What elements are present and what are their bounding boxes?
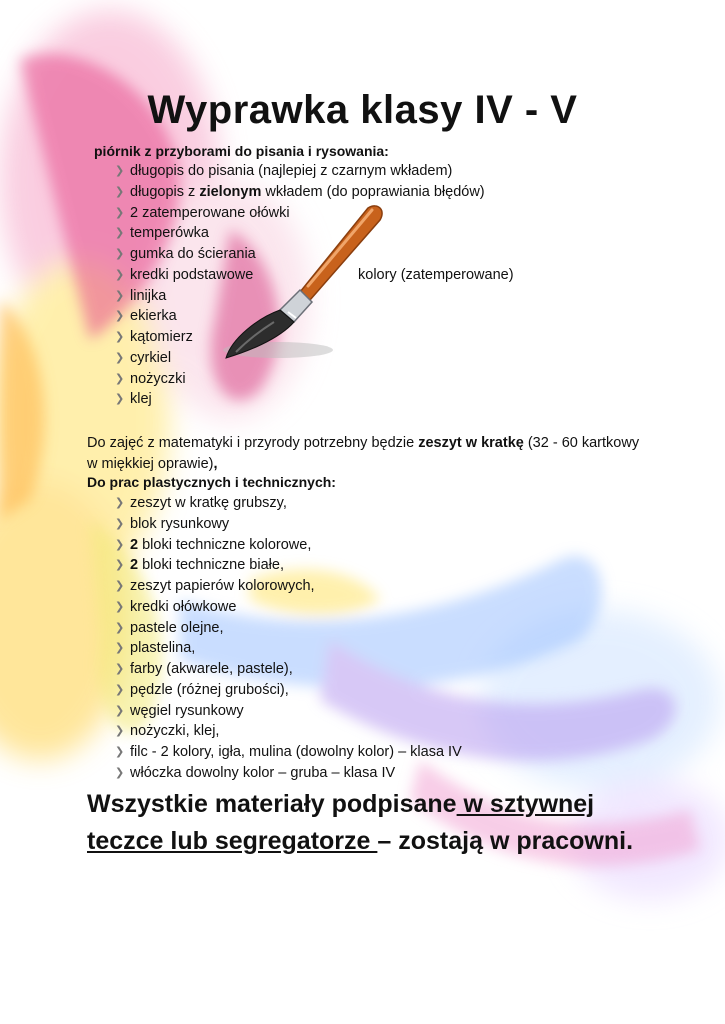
- list-item-text: nożyczki: [130, 370, 186, 387]
- chevron-right-icon: ❯: [115, 372, 125, 385]
- list-item: [115, 161, 485, 182]
- list-item-text: pędzle (różnej grubości),: [130, 681, 289, 698]
- list-item-text: długopis do pisania (najlepiej z czarnym wkładem): [130, 163, 453, 179]
- chevron-right-icon: ❯: [115, 642, 125, 655]
- list-item-text: pastele olejne,: [130, 619, 224, 636]
- footer-note: [87, 786, 647, 860]
- list-item-text: blok rysunkowy: [130, 515, 230, 532]
- chevron-right-icon: ❯: [115, 683, 125, 696]
- chevron-right-icon: ❯: [115, 206, 125, 219]
- footer-text-underlined: w sztywnej teczce lub segregatorze: [87, 790, 595, 855]
- list-item-text: 2: [130, 536, 139, 553]
- chevron-right-icon: ❯: [115, 725, 125, 738]
- list-item-text: ekierka: [130, 308, 177, 325]
- chevron-right-icon: ❯: [115, 600, 125, 613]
- list-item-text: cyrkiel: [130, 349, 172, 366]
- list-item: [115, 721, 462, 742]
- list-item-text: bloki techniczne białe,: [138, 557, 284, 574]
- list-item-text: linijka: [130, 287, 167, 304]
- art-heading: Do prac plastycznych i technicznych:: [87, 474, 336, 490]
- list-item-text: kątomierz: [130, 329, 193, 345]
- list-item-text: bloki techniczne kolorowe,: [138, 536, 312, 553]
- footer-text-1: Wszystkie materiały podpisane: [87, 790, 457, 818]
- chevron-right-icon: ❯: [115, 766, 125, 779]
- footer-text-2: – zostają w pracowni.: [377, 827, 634, 855]
- list-item-text: klej: [130, 391, 152, 408]
- list-item: [115, 742, 462, 763]
- math-text-comma: ,: [213, 455, 218, 472]
- pencil-case-heading: piórnik z przyborami do pisania i rysowania:: [94, 143, 389, 159]
- chevron-right-icon: ❯: [115, 559, 125, 572]
- list-item-text: zeszyt papierów kolorowych,: [130, 578, 315, 594]
- chevron-right-icon: ❯: [115, 248, 125, 260]
- chevron-right-icon: ❯: [115, 621, 125, 634]
- chevron-right-icon: ❯: [115, 289, 125, 302]
- paintbrush-icon: [218, 200, 388, 370]
- chevron-right-icon: ❯: [115, 517, 125, 530]
- list-item: [115, 680, 462, 701]
- math-text-2: (32 - 60 kartkowy w miękkiej oprawie): [87, 435, 640, 472]
- list-item: [115, 535, 462, 556]
- list-item-text: gumka do ścierania: [130, 246, 256, 262]
- list-item-text: filc - 2 kolory, igła, mulina (dowolny kolor) – klasa IV: [130, 744, 462, 760]
- list-item: [115, 659, 462, 680]
- chevron-right-icon: ❯: [115, 538, 125, 551]
- list-item-text: włóczka dowolny kolor – gruba – klasa IV: [130, 764, 396, 781]
- list-item: [115, 493, 462, 514]
- list-item: [115, 763, 462, 784]
- chevron-right-icon: ❯: [115, 351, 125, 364]
- list-item-text: 2: [130, 557, 139, 574]
- list-item: [115, 555, 462, 576]
- list-item-text: węgiel rysunkowy: [130, 702, 244, 719]
- chevron-right-icon: ❯: [115, 331, 125, 343]
- chevron-right-icon: ❯: [115, 393, 125, 406]
- chevron-right-icon: ❯: [115, 704, 125, 717]
- list-item-text: długopis z: [130, 183, 200, 200]
- list-item-text: zielonym: [199, 183, 262, 200]
- math-paragraph: [87, 433, 647, 475]
- list-item: [115, 618, 462, 639]
- list-item: [115, 369, 485, 390]
- chevron-right-icon: ❯: [115, 663, 125, 675]
- list-item-text: kredki ołówkowe: [130, 598, 237, 615]
- chevron-right-icon: ❯: [115, 580, 125, 592]
- list-item-text: wkładem (do poprawiania błędów): [261, 183, 485, 200]
- crayons-suffix: kolory (zatemperowane): [358, 267, 514, 283]
- list-item-text: temperówka: [130, 225, 209, 242]
- art-supplies-list: [115, 493, 462, 784]
- chevron-right-icon: ❯: [115, 165, 125, 177]
- math-text-1: Do zajęć z matematyki i przyrody potrzebny będzie: [87, 435, 419, 451]
- list-item-text: zeszyt w kratkę grubszy,: [130, 495, 287, 511]
- page-title: Wyprawka klasy IV - V: [147, 88, 578, 132]
- chevron-right-icon: ❯: [115, 310, 125, 323]
- list-item-text: nożyczki, klej,: [130, 723, 220, 740]
- chevron-right-icon: ❯: [115, 497, 125, 509]
- list-item-text: farby (akwarele, pastele),: [130, 661, 293, 677]
- list-item: [115, 597, 462, 618]
- chevron-right-icon: ❯: [115, 268, 125, 281]
- list-item-text: plastelina,: [130, 640, 196, 657]
- math-text-bold: zeszyt w kratkę: [418, 435, 524, 451]
- list-item: [115, 514, 462, 535]
- chevron-right-icon: ❯: [115, 227, 125, 240]
- list-item-text: kredki podstawowe: [130, 266, 254, 283]
- chevron-right-icon: ❯: [115, 185, 125, 198]
- list-item: [115, 701, 462, 722]
- list-item: [115, 389, 485, 410]
- chevron-right-icon: ❯: [115, 746, 125, 758]
- list-item-text: 2 zatemperowane ołówki: [130, 204, 290, 221]
- list-item: [115, 576, 462, 597]
- list-item: [115, 638, 462, 659]
